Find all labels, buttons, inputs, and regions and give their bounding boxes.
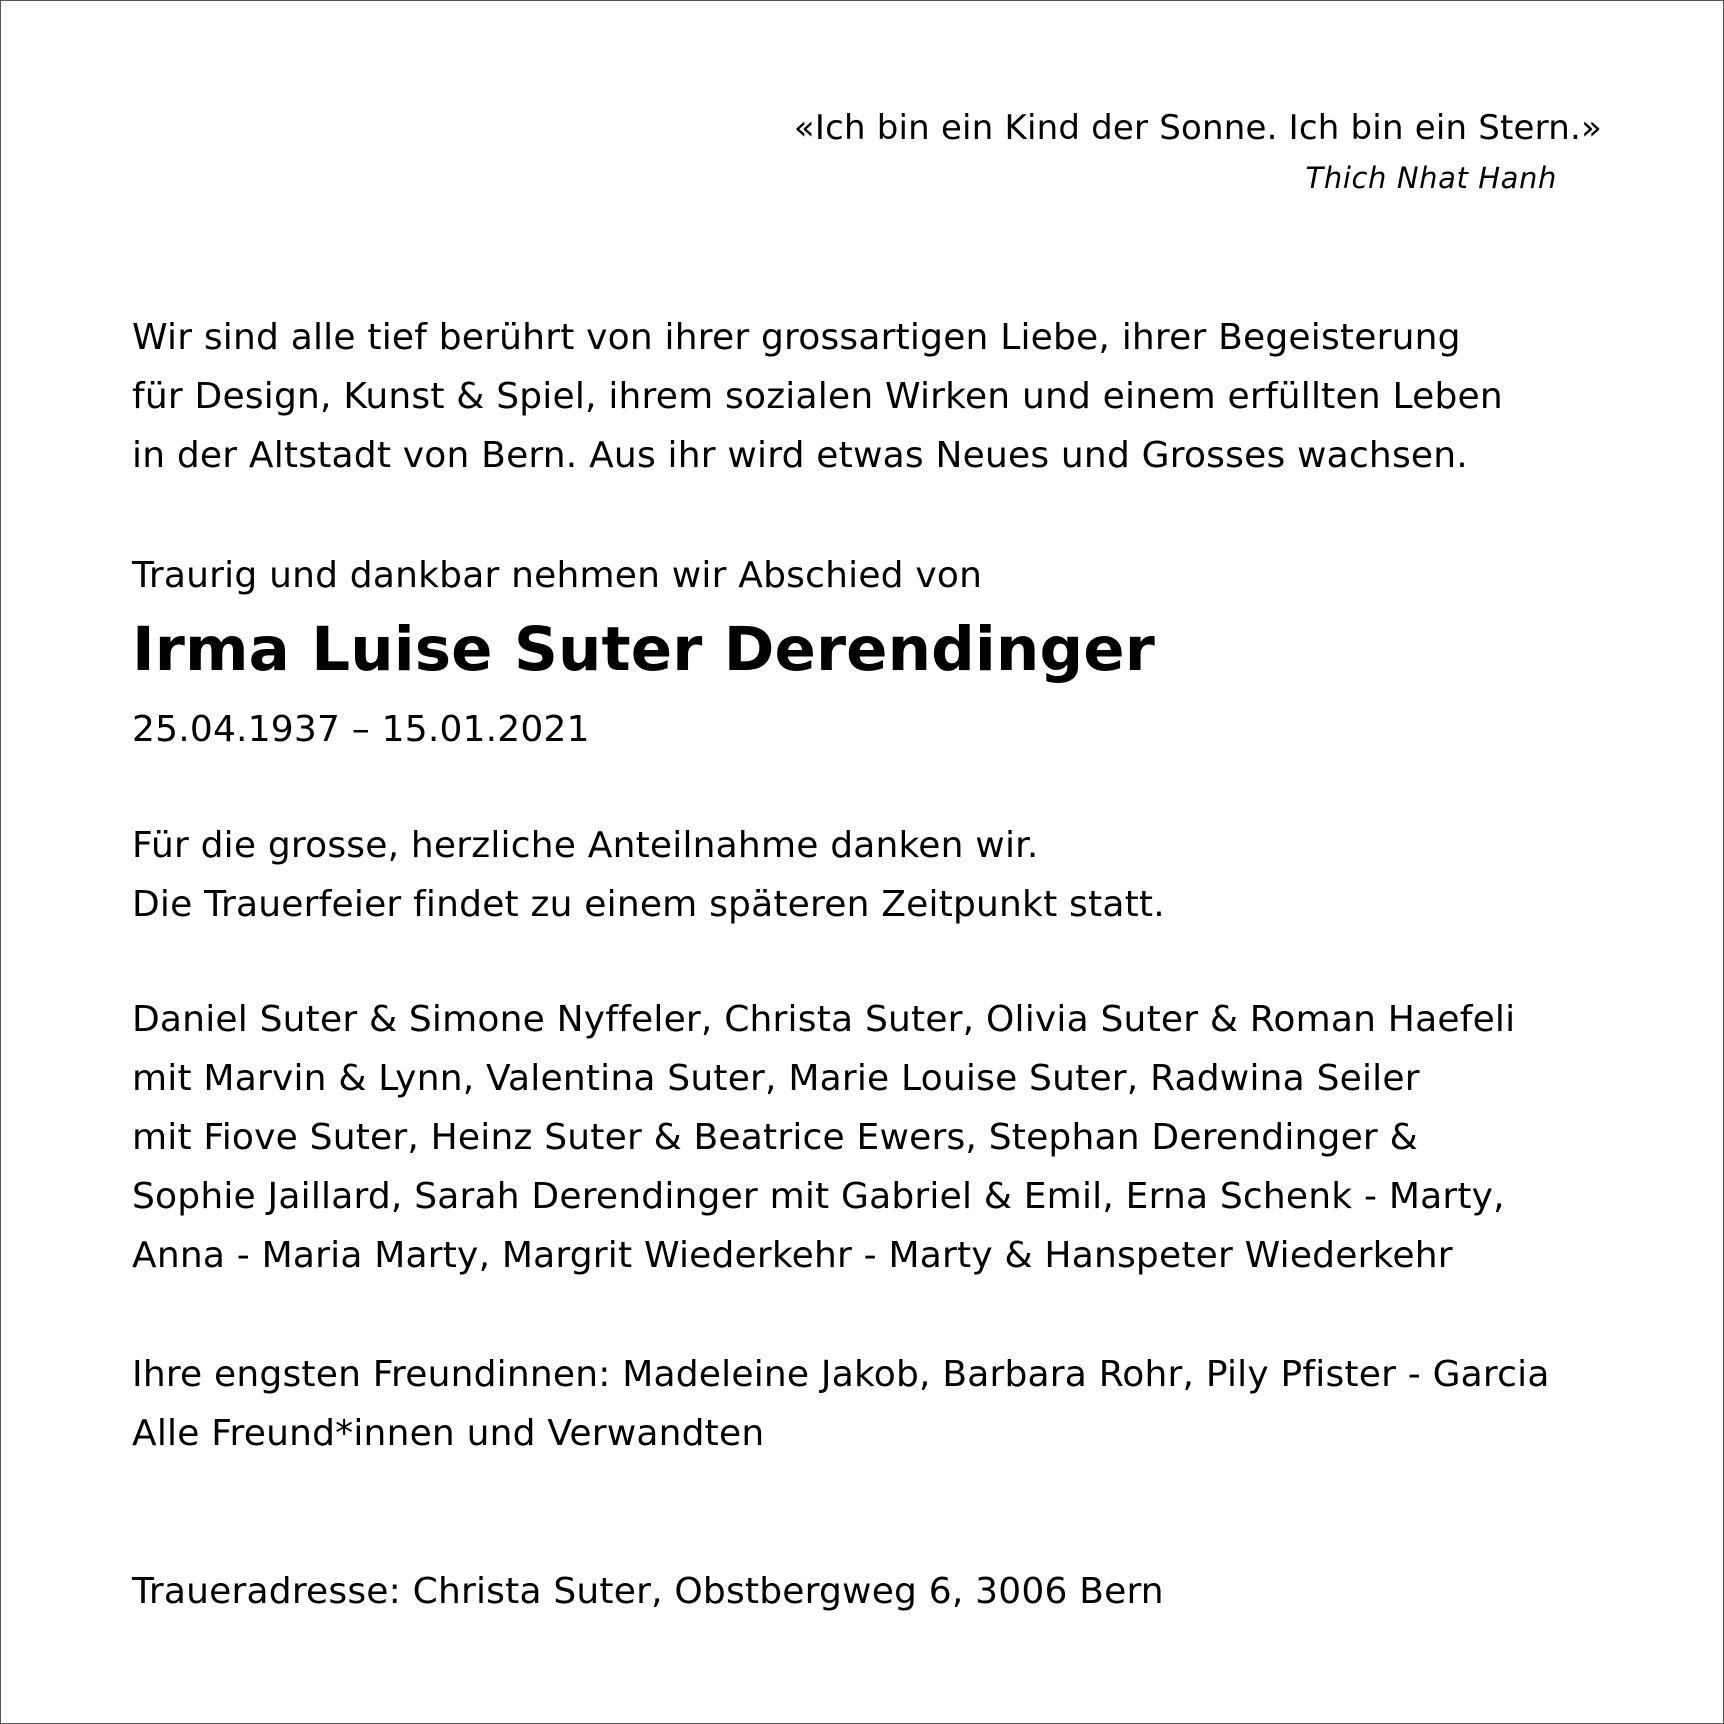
quote-text: «Ich bin ein Kind der Sonne. Ich bin ein Stern.» <box>793 108 1602 148</box>
family-line: mit Marvin & Lynn, Valentina Suter, Marie Louise Suter, Radwina Seiler <box>132 1058 1420 1099</box>
friends-line: Alle Freund*innen und Verwandten <box>132 1413 765 1454</box>
intro-line: Wir sind alle tief berührt von ihrer grossartigen Liebe, ihrer Begeisterung <box>132 317 1461 358</box>
thanks-paragraph <box>132 816 1165 934</box>
family-line: Sophie Jaillard, Sarah Derendinger mit Gabriel & Emil, Erna Schenk - Marty, <box>132 1176 1505 1217</box>
intro-line: für Design, Kunst & Spiel, ihrem sozialen Wirken und einem erfüllten Leben <box>132 376 1503 417</box>
quote-author: Thich Nhat Hanh <box>1305 161 1557 195</box>
friends-list <box>132 1345 1550 1463</box>
farewell-lead: Traurig und dankbar nehmen wir Abschied von <box>132 555 983 596</box>
intro-line: in der Altstadt von Bern. Aus ihr wird etwas Neues und Grosses wachsen. <box>132 435 1468 476</box>
thanks-line: Die Trauerfeier findet zu einem späteren Zeitpunkt statt. <box>132 884 1165 925</box>
family-line: mit Fiove Suter, Heinz Suter & Beatrice Ewers, Stephan Derendinger & <box>132 1117 1418 1158</box>
life-dates: 25.04.1937 – 15.01.2021 <box>132 709 590 750</box>
mourning-address: Traueradresse: Christa Suter, Obstbergweg 6, 3006 Bern <box>132 1571 1164 1612</box>
family-list <box>132 990 1515 1285</box>
deceased-name: Irma Luise Suter Derendinger <box>132 614 1155 685</box>
family-line: Anna - Maria Marty, Margrit Wiederkehr - Marty & Hanspeter Wiederkehr <box>132 1235 1453 1276</box>
thanks-line: Für die grosse, herzliche Anteilnahme danken wir. <box>132 825 1039 866</box>
intro-paragraph <box>132 308 1503 485</box>
friends-line: Ihre engsten Freundinnen: Madeleine Jakob, Barbara Rohr, Pily Pfister - Garcia <box>132 1354 1550 1395</box>
quote-block <box>502 104 1602 198</box>
family-line: Daniel Suter & Simone Nyffeler, Christa Suter, Olivia Suter & Roman Haefeli <box>132 999 1516 1040</box>
